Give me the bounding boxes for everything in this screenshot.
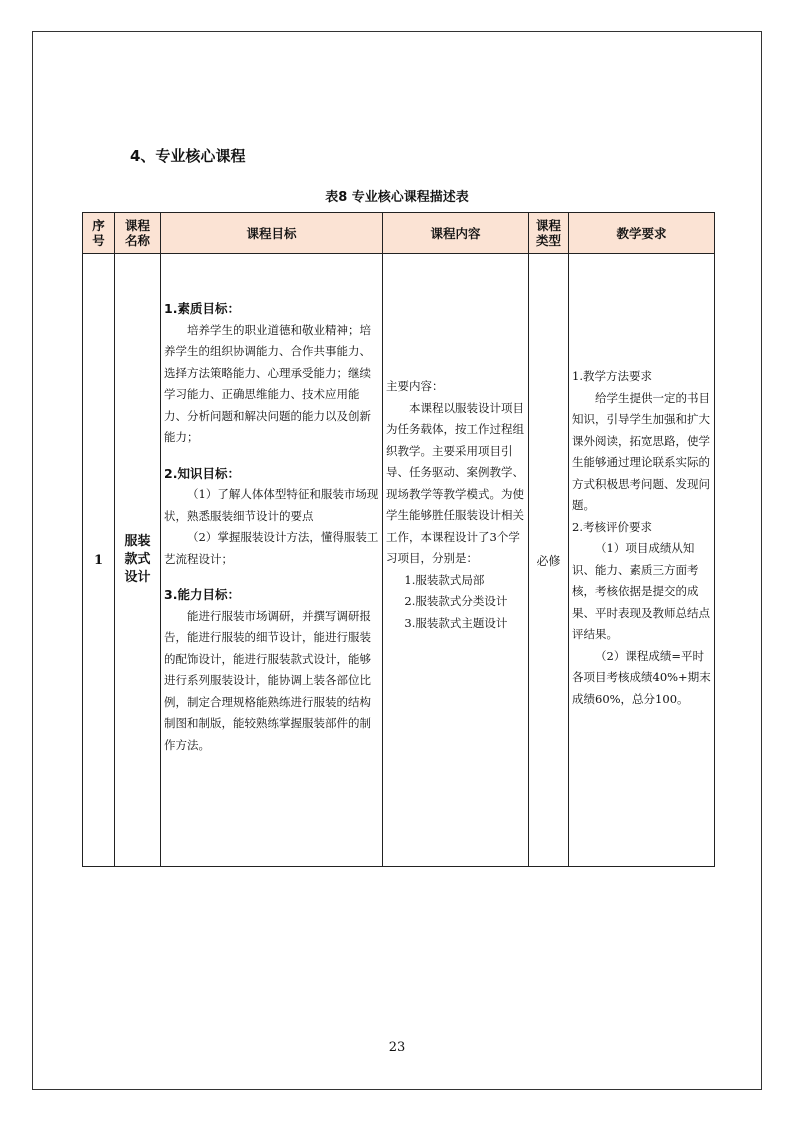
row-course-goal (161, 254, 383, 867)
table-row (83, 254, 715, 867)
row-course-name: 服装款式设计 (115, 254, 161, 867)
table-caption: 表8 专业核心课程描述表 (325, 190, 469, 205)
knowledge-goal-heading: 2.知识目标： (164, 465, 240, 481)
row-course-type: 必修 (529, 254, 569, 867)
method-requirement-text: 给学生提供一定的书目知识，引导学生加强和扩大课外阅读，拓宽思路，使学生能够通过理论联系实际的方式积极思考问题、发现问题。 (572, 390, 710, 512)
content-item-1: 1.服装款式局部 (404, 572, 485, 587)
header-course-content: 课程内容 (383, 213, 529, 254)
evaluation-requirement-item-1: （1）项目成绩从知识、能力、素质三方面考核，考核依据是提交的成果、平时表现及教师总结点评结果。 (572, 541, 710, 641)
row-teaching-requirements (569, 254, 715, 867)
course-description-table (82, 212, 715, 867)
knowledge-goal-item-1: （1）了解人体体型特征和服装市场现状，熟悉服装细节设计的要点 (164, 487, 379, 523)
method-requirement-heading: 1.教学方法要求 (572, 369, 652, 383)
header-course-name: 课程名称 (115, 213, 161, 254)
header-course-type: 课程类型 (529, 213, 569, 254)
content-item-3: 3.服装款式主题设计 (404, 615, 508, 630)
evaluation-requirement-heading: 2.考核评价要求 (572, 519, 652, 534)
ability-goal-text: 能进行服装市场调研，并撰写调研报告，能进行服装的细节设计，能进行服装的配饰设计，能进行服装款式设计，能够进行系列服装设计，能协调上装各部位比例，制定合理规格能熟练进行服装的结构制图和制版，能较熟练掌握服装部件的制作方法。 (164, 608, 371, 752)
row-seq: 1 (83, 254, 115, 867)
knowledge-goal-item-2: （2）掌握服装设计方法，懂得服装工艺流程设计； (164, 530, 379, 566)
content-item-2: 2.服装款式分类设计 (404, 594, 508, 608)
content-text: 本课程以服装设计项目为任务载体，按工作过程组织教学。主要采用项目引导、任务驱动、案例教学、现场教学等教学模式。为使学生能够胜任服装设计相关工作，本课程设计了3个学习项目，分别是： (386, 400, 524, 565)
ability-goal-heading: 3.能力目标： (164, 587, 240, 602)
row-course-content (383, 254, 529, 867)
content-label: 主要内容： (386, 379, 444, 393)
quality-goal-heading: 1.素质目标： (164, 301, 240, 316)
section-heading: 4、专业核心课程 (130, 147, 246, 165)
header-teaching-requirements: 教学要求 (569, 213, 715, 254)
quality-goal-text: 培养学生的职业道德和敬业精神；培养学生的组织协调能力、合作共事能力、选择方法策略能力、心理承受能力；继续学习能力、正确思维能力、技术应用能力、分析问题和解决问题的能力以及创新能力； (164, 322, 371, 444)
page-number: 23 (388, 1040, 406, 1055)
evaluation-requirement-item-2: （2）课程成绩=平时各项目考核成绩40%+期末成绩60%，总分100。 (572, 648, 711, 706)
table-header-row (83, 213, 715, 254)
header-seq: 序号 (83, 213, 115, 254)
header-course-goal: 课程目标 (161, 213, 383, 254)
